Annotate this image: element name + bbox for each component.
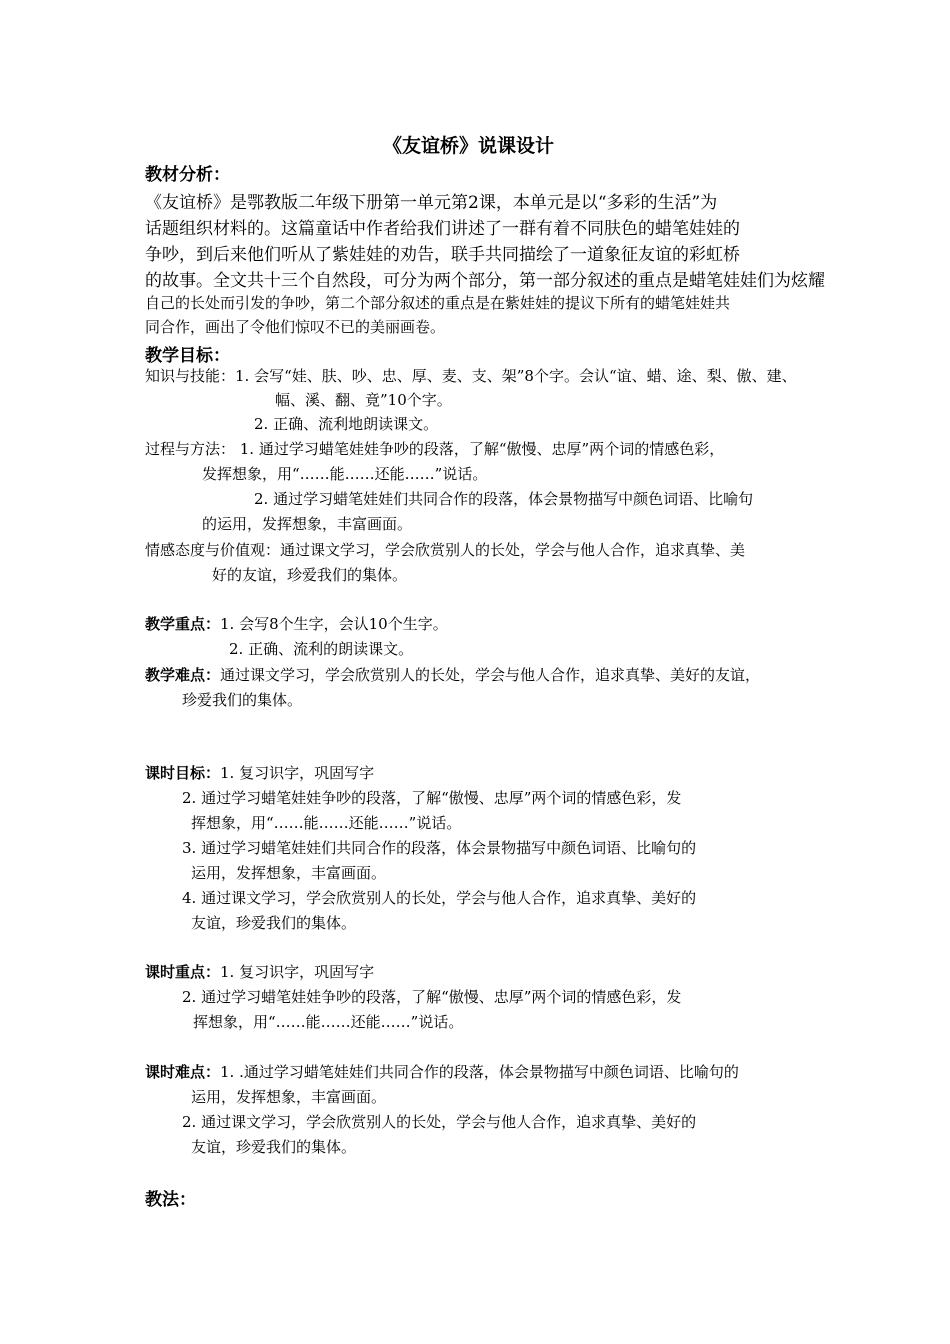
method-heading: 教法： — [145, 1190, 196, 1210]
lesson-difficulty-line: 友谊，珍爱我们的集体。 — [191, 1138, 357, 1156]
goals-heading: 教学目标： — [145, 346, 230, 366]
difficulties-row — [145, 664, 760, 685]
material-line: 《友谊桥》是鄂教版二年级下册第一单元第2课，本单元是以“多彩的生活”为 — [145, 193, 718, 213]
material-line: 同合作，画出了令他们惊叹不已的美丽画卷。 — [145, 318, 446, 336]
goals-line: 发挥想象，用“……能……还能……”说话。 — [202, 465, 488, 483]
goals-line: 2. 通过学习蜡笔娃娃们共同合作的段落，体会景物描写中颜色词语、比喻句 — [254, 490, 754, 508]
goals-line: 知识与技能：1. 会写“娃、肤、吵、忠、厚、麦、支、架”8个字。会认“谊、蜡、途、梨、傲、建、 — [145, 367, 797, 385]
lesson-goals-line: 运用，发挥想象，丰富画面。 — [191, 864, 387, 882]
lesson-goals-line: 挥想象，用“……能……还能……”说话。 — [191, 814, 462, 832]
lesson-difficulty-row — [145, 1061, 739, 1082]
material-heading: 教材分析： — [145, 165, 230, 185]
key-points-label: 教学重点： — [145, 615, 221, 633]
lesson-difficulty-label: 课时难点： — [145, 1063, 221, 1081]
lesson-key-line: 挥想象，用“……能……还能……”说话。 — [193, 1013, 464, 1031]
lesson-difficulty-first: 1. .通过学习蜡笔娃娃们共同合作的段落，体会景物描写中颜色词语、比喻句的 — [220, 1063, 739, 1081]
key-points-row — [145, 613, 448, 634]
difficulties-label: 教学难点： — [145, 666, 221, 684]
lesson-difficulty-line: 2. 通过课文学习，学会欣赏别人的长处，学会与他人合作，追求真挚、美好的 — [182, 1113, 697, 1131]
lesson-key-first: 1. 复习识字，巩固写字 — [220, 963, 375, 981]
lesson-goals-line: 2. 通过学习蜡笔娃娃争吵的段落，了解“傲慢、忠厚”两个词的情感色彩，发 — [182, 789, 682, 807]
lesson-goals-first: 1. 复习识字，巩固写字 — [220, 764, 375, 782]
goals-line: 2. 正确、流利地朗读课文。 — [254, 415, 439, 433]
key-points-first: 1. 会写8个生字，会认10个生字。 — [220, 615, 448, 633]
material-line: 的故事。全文共十三个自然段，可分为两个部分，第一部分叙述的重点是蜡笔娃娃们为炫耀 — [145, 271, 825, 291]
document-title: 《友谊桥》说课设计 — [383, 135, 555, 157]
lesson-key-label: 课时重点： — [145, 963, 221, 981]
key-points-line: 2. 正确、流利的朗读课文。 — [229, 640, 414, 658]
lesson-key-line: 2. 通过学习蜡笔娃娃争吵的段落，了解“傲慢、忠厚”两个词的情感色彩，发 — [182, 988, 682, 1006]
lesson-goals-line: 友谊，珍爱我们的集体。 — [191, 914, 357, 932]
lesson-key-row — [145, 961, 374, 982]
goals-line: 幅、溪、翻、竟”10个字。 — [275, 391, 452, 409]
goals-line: 好的友谊，珍爱我们的集体。 — [212, 566, 408, 584]
material-line: 争吵，到后来他们听从了紫娃娃的劝告，联手共同描绘了一道象征友谊的彩虹桥 — [145, 245, 740, 265]
lesson-goals-row — [145, 762, 374, 783]
goals-line: 过程与方法： 1. 通过学习蜡笔娃娃争吵的段落，了解“傲慢、忠厚”两个词的情感色彩， — [145, 440, 725, 458]
lesson-goals-line: 4. 通过课文学习，学会欣赏别人的长处，学会与他人合作，追求真挚、美好的 — [182, 889, 697, 907]
goals-line: 的运用，发挥想象，丰富画面。 — [202, 515, 413, 533]
difficulties-line: 珍爱我们的集体。 — [182, 691, 303, 709]
material-line: 自己的长处而引发的争吵，第二个部分叙述的重点是在紫娃娃的提议下所有的蜡笔娃娃共 — [145, 294, 731, 312]
lesson-goals-label: 课时目标： — [145, 764, 221, 782]
lesson-goals-line: 3. 通过学习蜡笔娃娃们共同合作的段落，体会景物描写中颜色词语、比喻句的 — [182, 839, 697, 857]
lesson-difficulty-line: 运用，发挥想象，丰富画面。 — [191, 1088, 387, 1106]
goals-line: 情感态度与价值观：通过课文学习，学会欣赏别人的长处，学会与他人合作，追求真挚、美 — [145, 541, 746, 559]
difficulties-first: 通过课文学习，学会欣赏别人的长处，学会与他人合作，追求真挚、美好的友谊， — [220, 666, 761, 684]
material-line: 话题组织材料的。这篇童话中作者给我们讲述了一群有着不同肤色的蜡笔娃娃的 — [145, 219, 740, 239]
